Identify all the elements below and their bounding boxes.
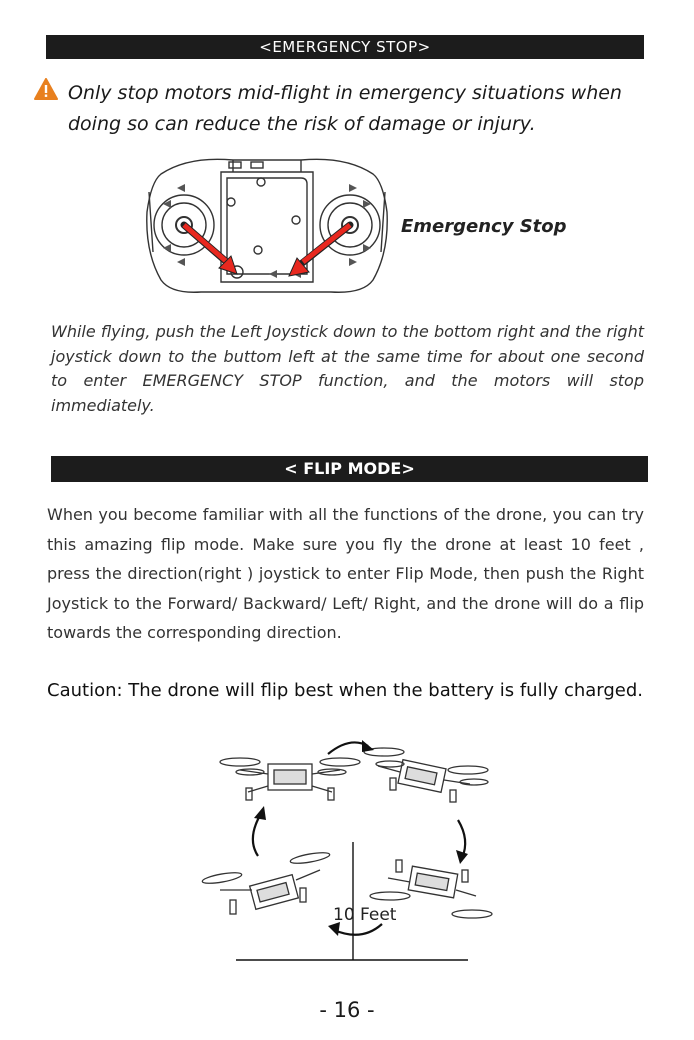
emergency-stop-label: Emergency Stop <box>401 216 567 237</box>
warning-text: Only stop motors mid-flight in emergency situations when doing so can reduce the risk of damage or injury. <box>68 82 622 135</box>
flip-mode-caution: Caution: The drone will flip best when the battery is fully charged. <box>47 680 644 701</box>
flip-mode-header: < FLIP MODE> <box>51 456 648 482</box>
emergency-stop-instructions: While flying, push the Left Joystick down to the bottom right and the right joystick down to the buttom left at the same time for about one second to enter EMERGENCY STOP function, and the motors will stop immediately. <box>51 322 644 415</box>
flip-mode-instructions: When you become familiar with all the functions of the drone, you can try this amazing flip mode. Make sure you fly the drone at least 10 feet , press the direction(right ) joystick to enter Flip Mode, then push the Right Joystick to the Forward/ Backward/ Left/ Right, and the drone will do a flip towards the corresponding direction. <box>47 505 644 642</box>
warning-icon <box>34 78 58 100</box>
controller-illustration <box>141 152 393 298</box>
drone-top-right <box>364 748 488 802</box>
height-label: 10 Feet <box>333 905 397 925</box>
page-number: - 16 - <box>319 998 375 1022</box>
drone-top-left <box>220 758 360 800</box>
emergency-stop-header: <EMERGENCY STOP> <box>46 35 644 59</box>
drone-bottom-left <box>202 851 331 914</box>
drone-flip-illustration <box>200 730 500 965</box>
